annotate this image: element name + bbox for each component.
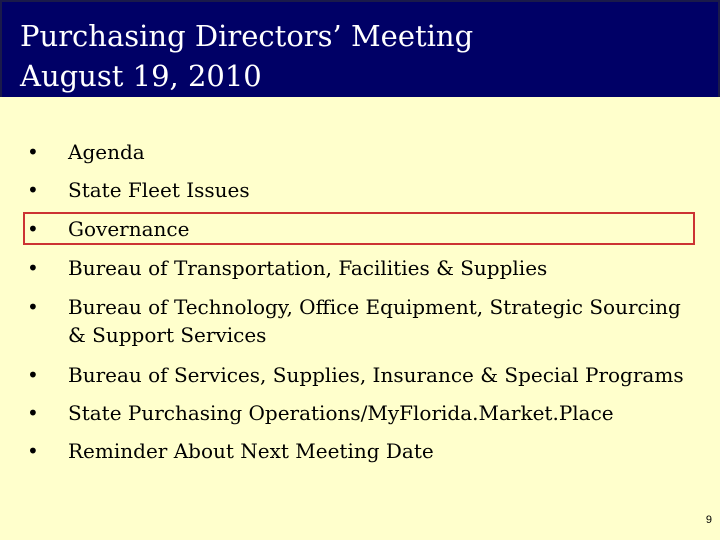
bullet-icon: • [27,295,39,319]
page-number: 9 [705,514,712,526]
list-item-text: Agenda [68,140,145,164]
list-item-text: Governance [68,217,190,241]
bullet-icon: • [27,140,39,164]
list-item-text: Reminder About Next Meeting Date [68,439,434,463]
list-item-text: Bureau of Transportation, Facilities & Supplies [68,256,548,280]
list-item-text: Bureau of Services, Supplies, Insurance & Special Programs [68,363,684,387]
highlight-box [23,212,695,245]
slide-date: August 19, 2010 [20,59,262,93]
list-item-text: Bureau of Technology, Office Equipment, Strategic Sourcing & Support Services [68,295,681,347]
bullet-icon: • [27,439,39,463]
list-item-text: State Fleet Issues [68,178,250,202]
bullet-icon: • [27,363,39,387]
bullet-icon: • [27,401,39,425]
slide-title: Purchasing Directors’ Meeting [20,19,474,53]
bullet-icon: • [27,217,39,241]
list-item-text: State Purchasing Operations/MyFlorida.Market.Place [68,401,614,425]
bullet-icon: • [27,256,39,280]
bullet-icon: • [27,178,39,202]
